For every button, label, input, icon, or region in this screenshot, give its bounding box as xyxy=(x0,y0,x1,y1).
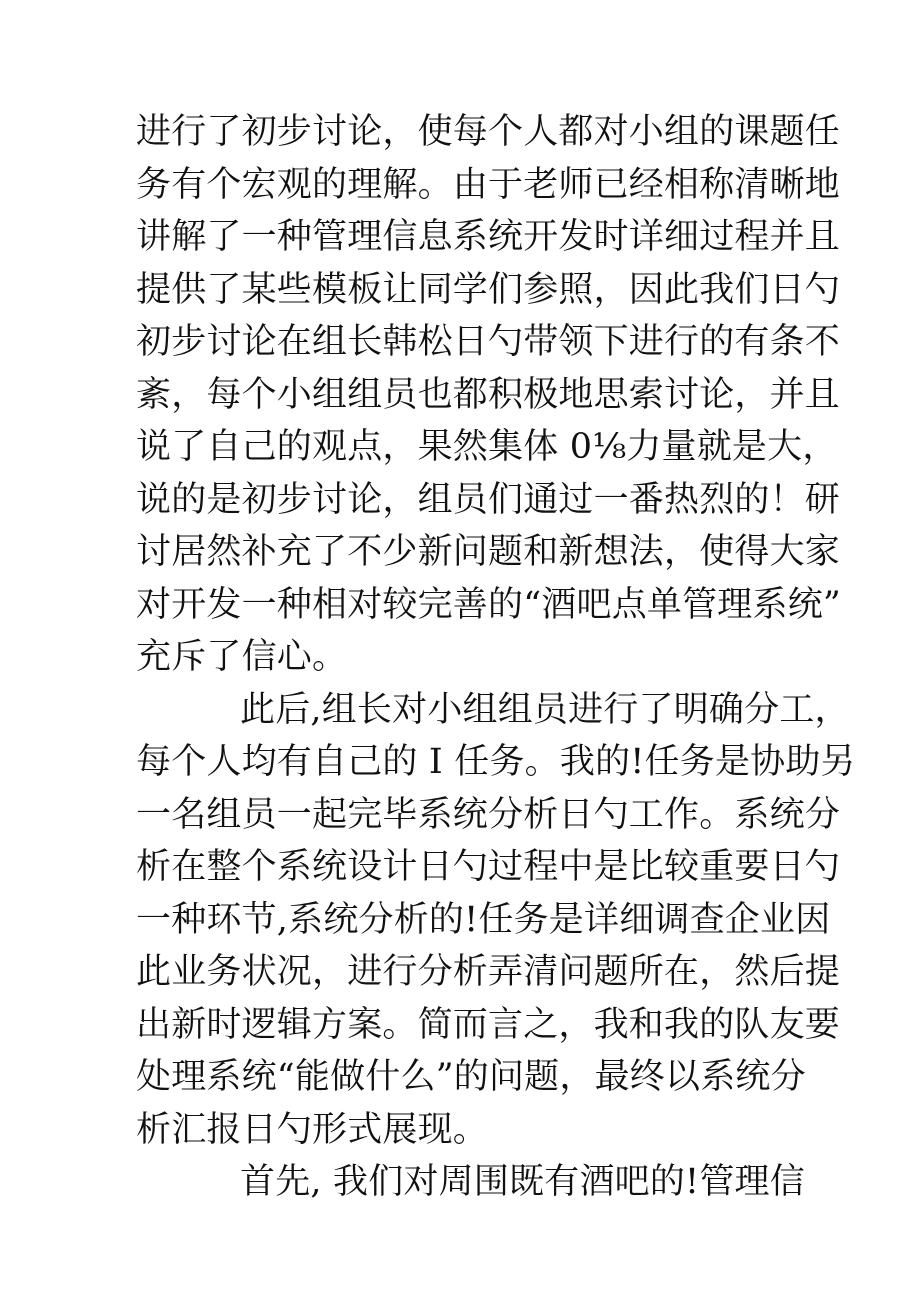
text-line: 析汇报日勺形式展现。 xyxy=(136,1109,489,1150)
paragraph-start-line: 此后,组长对小组组员进行了明确分工， xyxy=(240,689,850,730)
text-line: 紊，每个小组组员也都积极地思索讨论，并且 xyxy=(136,374,841,415)
text-line: 讨居然补充了不少新问题和新想法，使得大家 xyxy=(136,532,841,572)
text-line: 说的是初步讨论，组员们通过一番热烈的！研 xyxy=(136,479,841,520)
text-line: 此业务状况，进行分析弄清问题所在，然后提 xyxy=(136,952,841,992)
text-line: 讲解了一种管理信息系统开发时详细过程并且 xyxy=(136,217,841,257)
text-line: 说了自己的观点，果然集体 0⅛力量就是大， xyxy=(136,427,838,467)
text-line: 充斥了信心。 xyxy=(136,637,348,677)
paragraph-start-line: 首先, 我们对周围既有酒吧的!管理信 xyxy=(240,1162,805,1202)
text-line: 一种环节,系统分析的!任务是详细调查企业因 xyxy=(136,899,831,940)
text-line: 务有个宏观的理解。由于老师已经相称清晰地 xyxy=(136,164,841,205)
text-line: 析在整个系统设计日勺过程中是比较重要日勺 xyxy=(136,847,841,887)
text-line: 进行了初步讨论，使每个人都对小组的课题任 xyxy=(136,112,841,152)
text-line: 提供了某些模板让同学们参照，因此我们日勺 xyxy=(136,269,841,310)
text-line: 每个人均有自己的 I 任务。我的!任务是协助另 xyxy=(136,742,856,782)
body-text xyxy=(136,106,856,1209)
text-line: 一名组员一起完毕系统分析日勺工作。系统分 xyxy=(136,794,841,835)
text-line: 对开发一种相对较完善的“酒吧点单管理系统” xyxy=(136,584,841,625)
text-line: 处理系统“能做什么”的问题，最终以系统分 xyxy=(136,1057,806,1097)
text-line: 出新时逻辑方案。简而言之，我和我的队友要 xyxy=(136,1004,841,1045)
text-line: 初步讨论在组长韩松日勺带领下进行的有条不 xyxy=(136,322,841,362)
